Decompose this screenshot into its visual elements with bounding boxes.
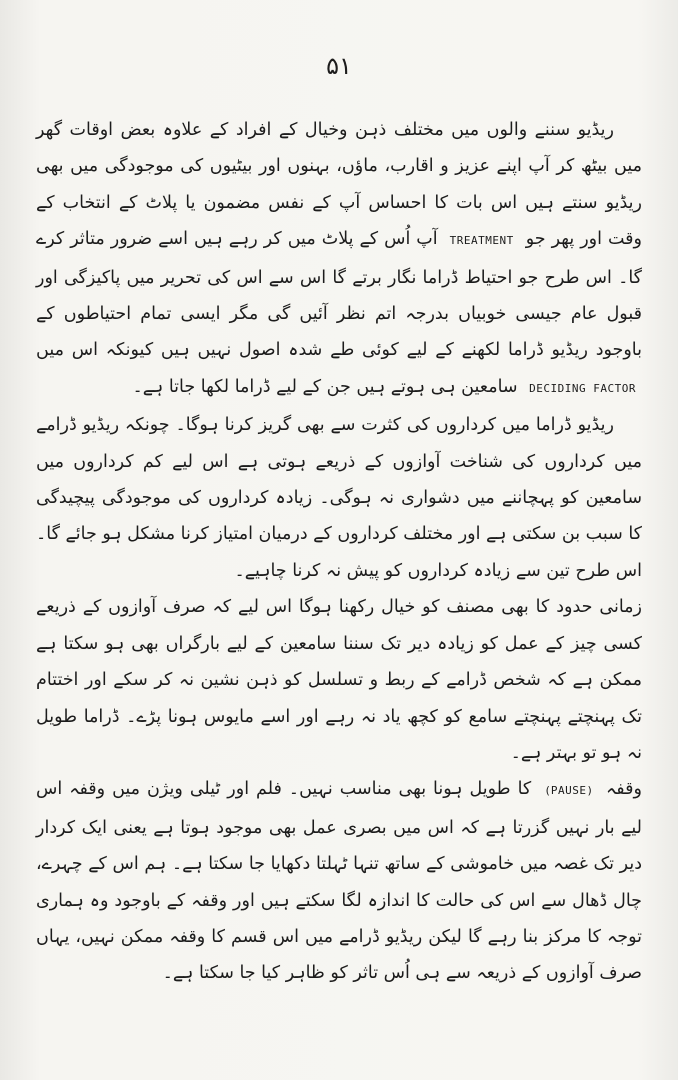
paragraph-3-text: زمانی حدود کا بھی مصنف کو خیال رکھنا ہوگا اس لیے کہ صرف آوازوں کے ذریعے کسی چیز کے عمل کو زیادہ دیر تک سننا سامعین کے لیے بارگراں بھی ہو سکتا ہے ممکن ہے کہ شخص ڈرامے کے ربط و تسلسل کو ذہن نشین نہ کر سکے اور اختتام تک پہنچتے پہنچتے سامع کو کچھ یاد نہ رہے اور اسے مایوس ہونا پڑے۔ ڈراما طویل نہ ہو تو بہتر ہے۔ — [36, 597, 642, 763]
term-deciding-factor: DECIDING FACTOR — [529, 381, 636, 395]
paragraph-2-text: ریڈیو ڈراما میں کرداروں کی کثرت سے بھی گریز کرنا ہوگا۔ چونکہ ریڈیو ڈرامے میں کرداروں کی شناخت آوازوں کے ذریعے ہوتی ہے اس لیے کم کرداروں میں سامعین کو پہچاننے میں دشواری نہ ہوگی۔ زیادہ کرداروں کی موجودگی پیچیدگی کا سبب بن سکتی ہے اور مختلف کرداروں کے درمیان امتیاز کرنا مشکل ہو جائے گا۔ اس طرح تین سے زیادہ کرداروں کو پیش نہ کرنا چاہیے۔ — [36, 415, 642, 581]
paragraph-1-text-b: آپ اُس کے پلاٹ میں کر رہے ہیں اسے ضرور متاثر کرے گا۔ اس طرح جو احتیاط ڈراما نگار برتے گا اس سے اس کی تحریر میں پاکیزگی اور قبول عام جیسی خوبیاں بدرجہ اتم نظر آئیں گی مگر ایسی تمام احتیاطوں کے باوجود ریڈیو ڈراما لکھنے کے لیے کوئی طے شدہ اصول نہیں ہیں کیونکہ اس میں — [36, 229, 642, 361]
paragraph-3 — [36, 589, 642, 771]
paragraph-4-text-a: وقفہ — [606, 779, 642, 800]
page-number: ۵۱ — [326, 52, 352, 80]
body-text — [36, 112, 642, 992]
paragraph-1-text-c: سامعین ہی ہوتے ہیں جن کے لیے ڈراما لکھا جاتا ہے۔ — [132, 376, 518, 397]
term-pause: (PAUSE) — [544, 784, 594, 798]
paragraph-4 — [36, 771, 642, 991]
paragraph-2 — [36, 407, 642, 589]
paragraph-1 — [36, 112, 642, 407]
term-treatment: TREATMENT — [449, 234, 514, 248]
paragraph-4-text-b: کا طویل ہونا بھی مناسب نہیں۔ فلم اور ٹیلی ویژن میں وقفہ اس لیے بار نہیں گزرتا ہے کہ اس میں بصری عمل بھی موجود ہوتا ہے یعنی ایک کردار دیر تک غصہ میں خاموشی کے ساتھ تنہا ٹہلتا دکھایا جا سکتا ہے۔ ہم اس کے چہرے، چال ڈھال سے اس کی حالت کا اندازہ لگا سکتے ہیں اور وقفہ کے باوجود وہ ہماری توجہ کا مرکز بنا رہے گا لیکن ریڈیو ڈرامے میں اس قسم کا وقفہ ممکن نہیں، یہاں صرف آوازوں کے ذریعہ سے ہی اُس تاثر کو ظاہر کیا جا سکتا ہے۔ — [36, 779, 642, 984]
paragraph-1-text-a: ریڈیو سننے والوں میں مختلف ذہن وخیال کے افراد کے علاوہ بعض اوقات گھر میں بیٹھ کر آپ اپنے عزیز و اقارب، ماؤں، بہنوں اور بیٹیوں کی موجودگی میں بھی ریڈیو سنتے ہیں اس بات کا احساس آپ کے نفس مضمون یا پلاٹ کے انتخاب کے وقت اور پھر جو — [36, 120, 642, 250]
